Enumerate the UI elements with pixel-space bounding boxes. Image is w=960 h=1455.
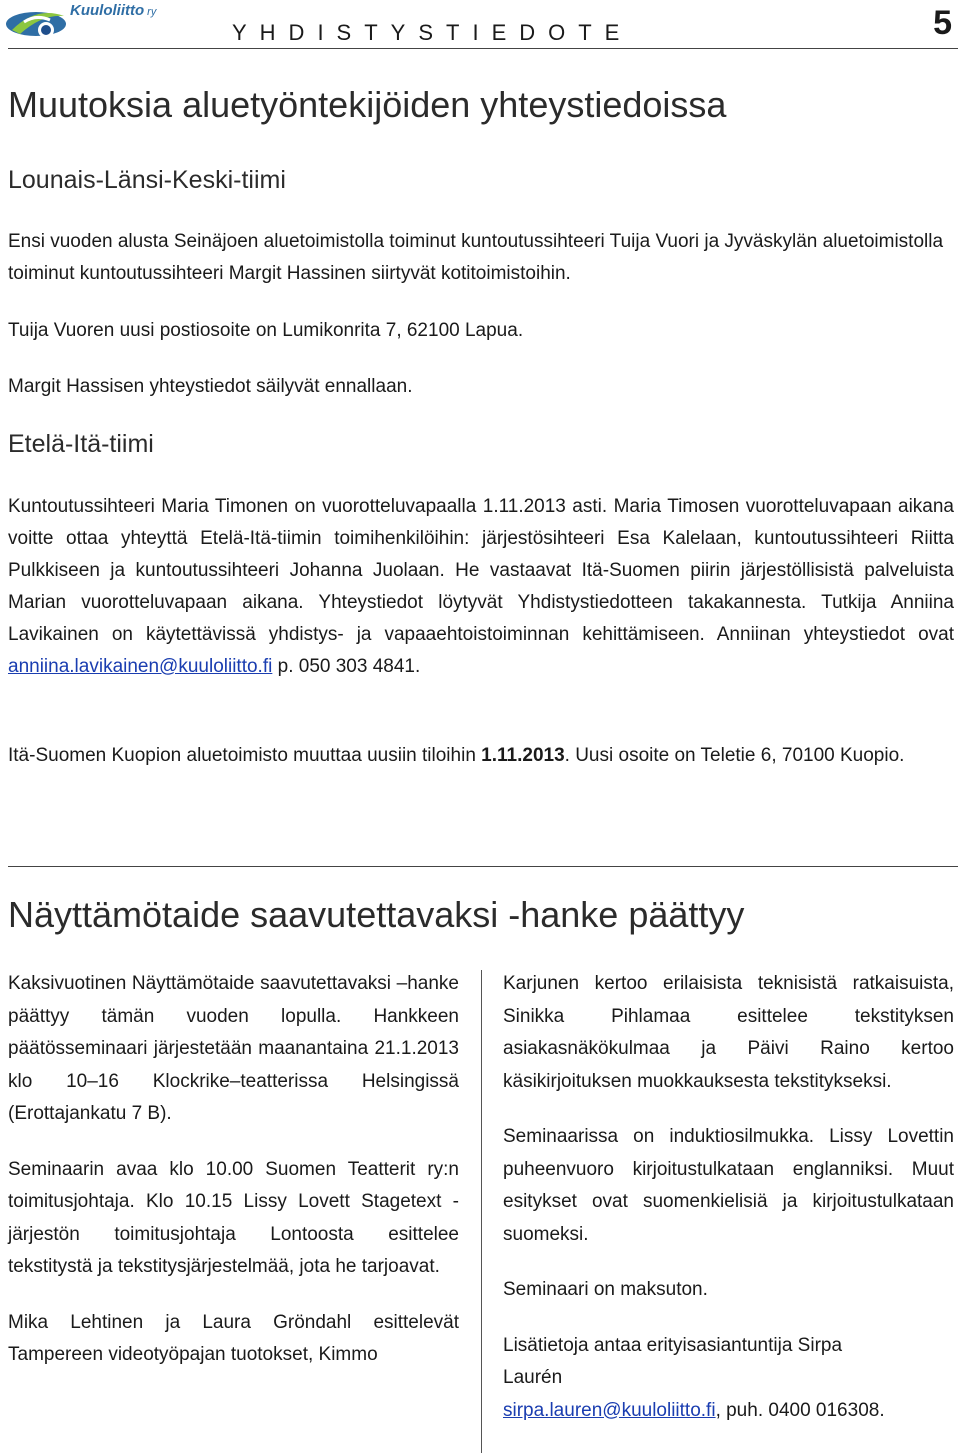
section1-title: Muutoksia aluetyöntekijöiden yhteystiedoissa xyxy=(8,84,727,125)
team2-paragraph-1 xyxy=(8,491,954,683)
team2-paragraph-1-text: Kuntoutussihteeri Maria Timonen on vuorotteluvapaalla 1.11.2013 asti. Maria Timosen vuorotteluvapaan aikana voitte ottaa yhteyttä Etelä-Itä-tiimin toimihenkilöihin: järjestösihteeri Esa Kalelaan, kuntoutussihteeri Riitta Pulkkiseen ja kuntoutussihteeri Johanna Juolaan. He vastaavat Itä-Suomen piirin järjestöllisistä palveluista Marian vuorotteluvapaan aikana. Yhteystiedot löytyvät Yhdistystiedotteen takakannesta. Tutkija Anniina Lavikainen on käytettävissä yhdistys- ja vapaaehtoistoiminnan kehittämiseen. Anniinan yhteystiedot ovat xyxy=(8,496,954,645)
team2-paragraph-1-phone: p. 050 303 4841. xyxy=(272,656,421,677)
contact-line-1: Lisätietoja antaa erityisasiantuntija Sirpa xyxy=(503,1334,843,1356)
header-divider xyxy=(8,48,958,49)
team2-heading: Etelä-Itä-tiimi xyxy=(8,430,154,458)
section2-title: Näyttämötaide saavutettavaksi -hanke päättyy xyxy=(8,894,745,935)
page-number: 5 xyxy=(933,4,952,42)
team2-paragraph-2-text: Itä-Suomen Kuopion aluetoimisto muuttaa uusiin tiloihin xyxy=(8,745,482,766)
contact-phone: , puh. 0400 016308. xyxy=(715,1399,885,1421)
contact-line-2: Laurén xyxy=(503,1367,563,1388)
team1-paragraph-1: Ensi vuoden alusta Seinäjoen aluetoimistolla toiminut kuntoutussihteeri Tuija Vuori ja Jyväskylän aluetoimistolla toiminut kuntoutussihteeri Margit Hassinen siirtyvät kotitoimistoihin. xyxy=(8,231,944,284)
left-column xyxy=(8,968,459,1372)
section-divider xyxy=(8,866,958,867)
right-paragraph-2: Seminaarissa on induktiosilmukka. Lissy Lovettin puheenvuoro kirjoitustulkataan englanniksi. Muut esitykset ovat suomenkielisiä ja kirjoitustulkataan suomeksi. xyxy=(503,1126,954,1245)
team2-paragraph-2 xyxy=(8,740,954,772)
team2-paragraph-2-address: . Uusi osoite on Teletie 6, 70100 Kuopio. xyxy=(564,745,905,766)
move-date: 1.11.2013 xyxy=(481,745,565,766)
right-paragraph-3: Seminaari on maksuton. xyxy=(503,1279,708,1300)
page-header xyxy=(0,0,960,50)
left-paragraph-3: Mika Lehtinen ja Laura Gröndahl esittelevät Tampereen videotyöpajan tuotokset, Kimmo xyxy=(8,1311,459,1365)
logo-text: Kuuloliitto ry xyxy=(70,2,157,19)
team1-paragraph-3: Margit Hassisen yhteystiedot säilyvät ennallaan. xyxy=(8,376,413,397)
column-divider xyxy=(481,970,482,1453)
masthead-title: YHDISTYSTIEDOTE xyxy=(232,20,633,45)
right-paragraph-1: Karjunen kertoo erilaisista teknisistä ratkaisuista, Sinikka Pihlamaa esittelee tekstityksen asiakasnäkökulmaa ja Päivi Raino kertoo käsikirjoituksen muokkauksesta tekstitykseksi. xyxy=(503,973,954,1092)
sirpa-email-link[interactable]: sirpa.lauren@kuuloliitto.fi xyxy=(503,1399,716,1421)
left-paragraph-2: Seminaarin avaa klo 10.00 Suomen Teatterit ry:n toimitusjohtaja. Klo 10.15 Lissy Lovett Stagetext -järjestön toimitusjohtaja Lontoosta esittelee tekstitystä ja tekstitysjärjestelmää, jota he tarjoavat. xyxy=(8,1158,459,1277)
right-paragraph-4 xyxy=(503,1330,954,1428)
anniina-email-link[interactable]: anniina.lavikainen@kuuloliitto.fi xyxy=(8,656,273,677)
left-paragraph-1: Kaksivuotinen Näyttämötaide saavutettavaksi –hanke päättyy tämän vuoden lopulla. Hankkeen päätösseminaari järjestetään maanantaina 21.1.2013 klo 10–16 Klockrike–teatterissa Helsingissä (Erottajankatu 7 B). xyxy=(8,973,459,1124)
team1-paragraph-2: Tuija Vuoren uusi postiosoite on Lumikonrita 7, 62100 Lapua. xyxy=(8,320,524,341)
right-column xyxy=(503,968,954,1427)
kuuloliitto-logo xyxy=(2,0,202,46)
team1-heading: Lounais-Länsi-Keski-tiimi xyxy=(8,166,286,194)
